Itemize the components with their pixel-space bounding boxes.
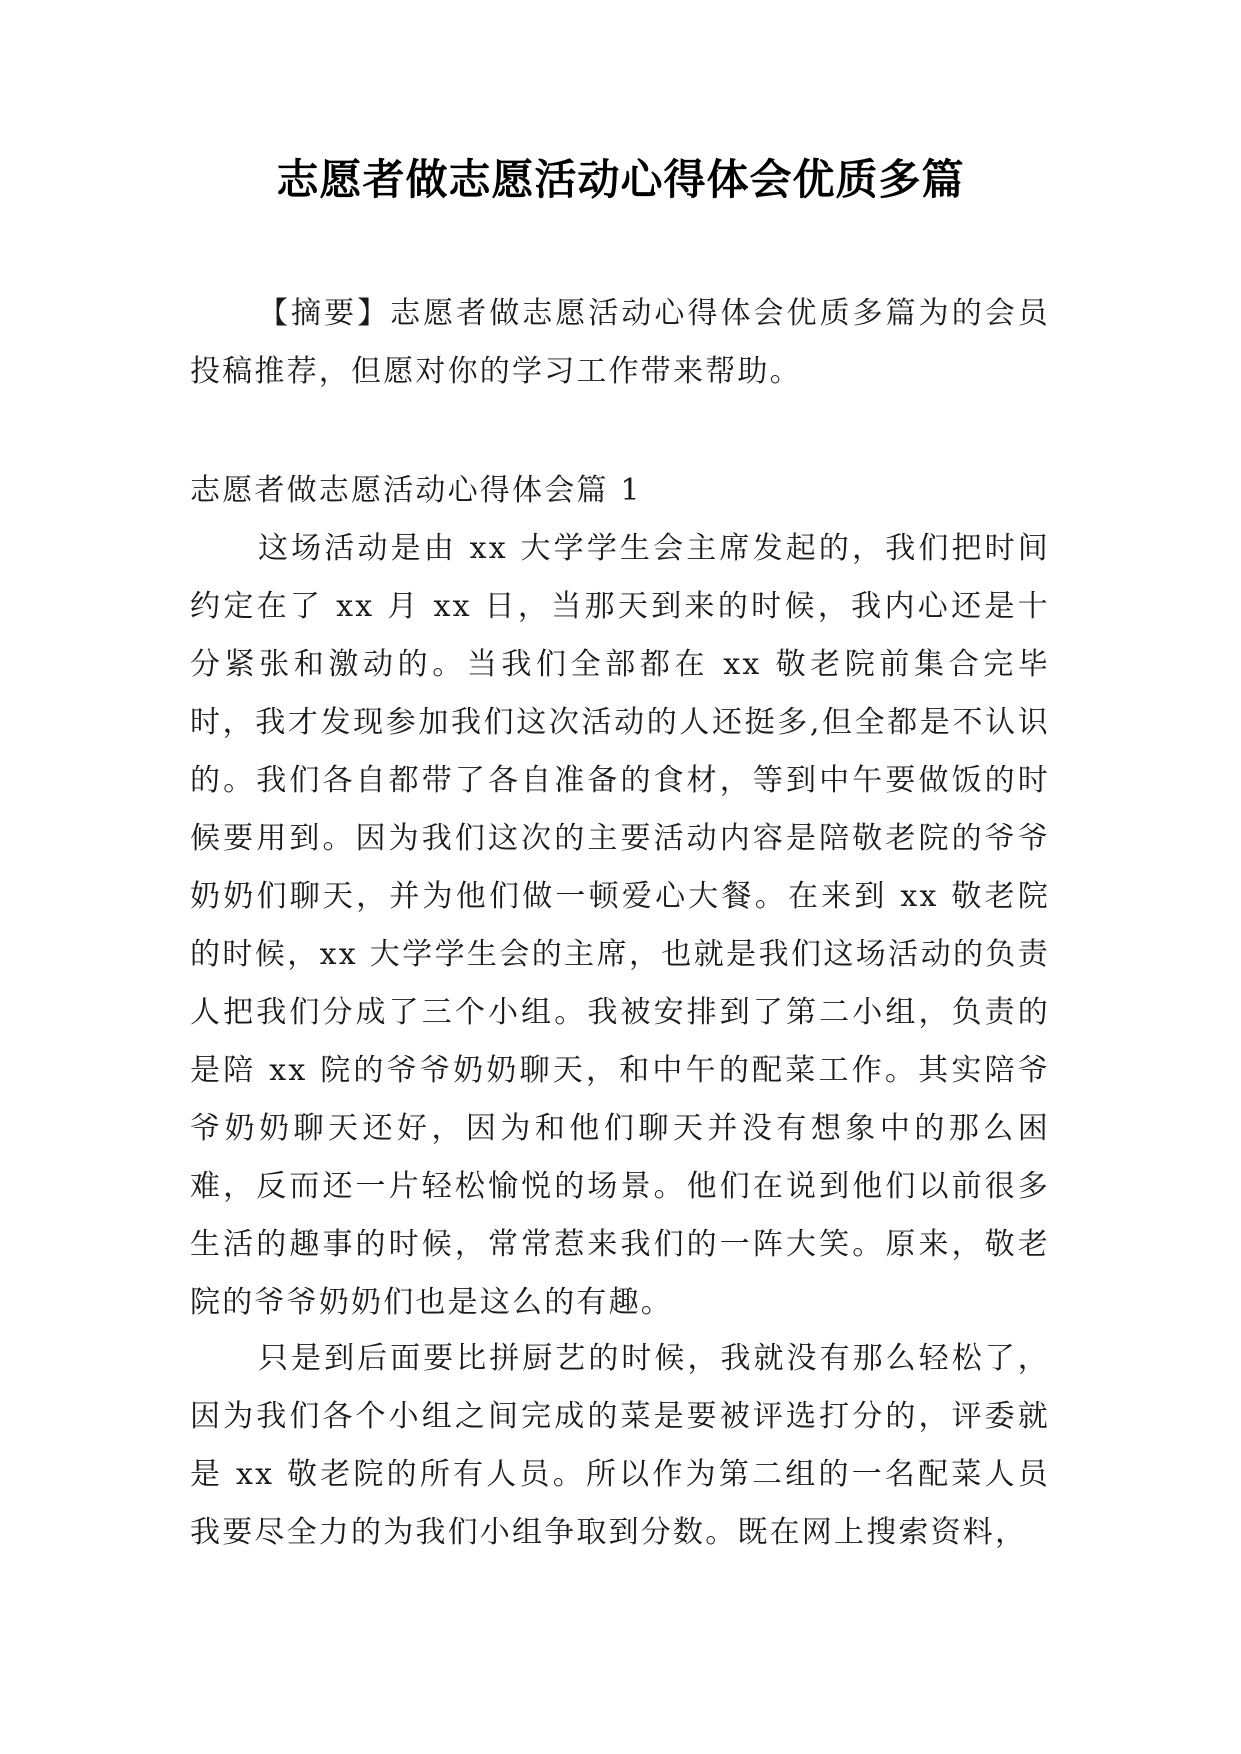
body-paragraph-2: 只是到后面要比拼厨艺的时候，我就没有那么轻松了，因为我们各个小组之间完成的菜是要被评选打分的，评委就是 xx 敬老院的所有人员。所以作为第二组的一名配菜人员我要尽全力的为我们小组争取到分数。既在网上搜索资料，	[190, 1341, 1050, 1550]
abstract-paragraph: 【摘要】志愿者做志愿活动心得体会优质多篇为的会员投稿推荐，但愿对你的学习工作带来帮助。	[190, 296, 1050, 389]
document-title: 志愿者做志愿活动心得体会优质多篇	[276, 155, 965, 204]
body-paragraph-1: 这场活动是由 xx 大学学生会主席发起的，我们把时间约定在了 xx 月 xx 日，当那天到来的时候，我内心还是十分紧张和激动的。当我们全部都在 xx 敬老院前集合完毕时，我才发现参加我们这次活动的人还挺多,但全都是不认识的。我们各自都带了各自准备的食材，等到中午要做饭的时候要用到。因为我们这次的主要活动内容是陪敬老院的爷爷奶奶们聊天，并为他们做一顿爱心大餐。在来到 xx 敬老院的时候，xx 大学学生会的主席，也就是我们这场活动的负责人把我们分成了三个小组。我被安排到了第二小组，负责的是陪 xx 院的爷爷奶奶聊天，和中午的配菜工作。其实陪爷爷奶奶聊天还好，因为和他们聊天并没有想象中的那么困难，反而还一片轻松愉悦的场景。他们在说到他们以前很多生活的趣事的时候，常常惹来我们的一阵大笑。原来，敬老院的爷爷奶奶们也是这么的有趣。	[190, 531, 1050, 1320]
section-heading: 志愿者做志愿活动心得体会篇 1	[190, 473, 642, 508]
